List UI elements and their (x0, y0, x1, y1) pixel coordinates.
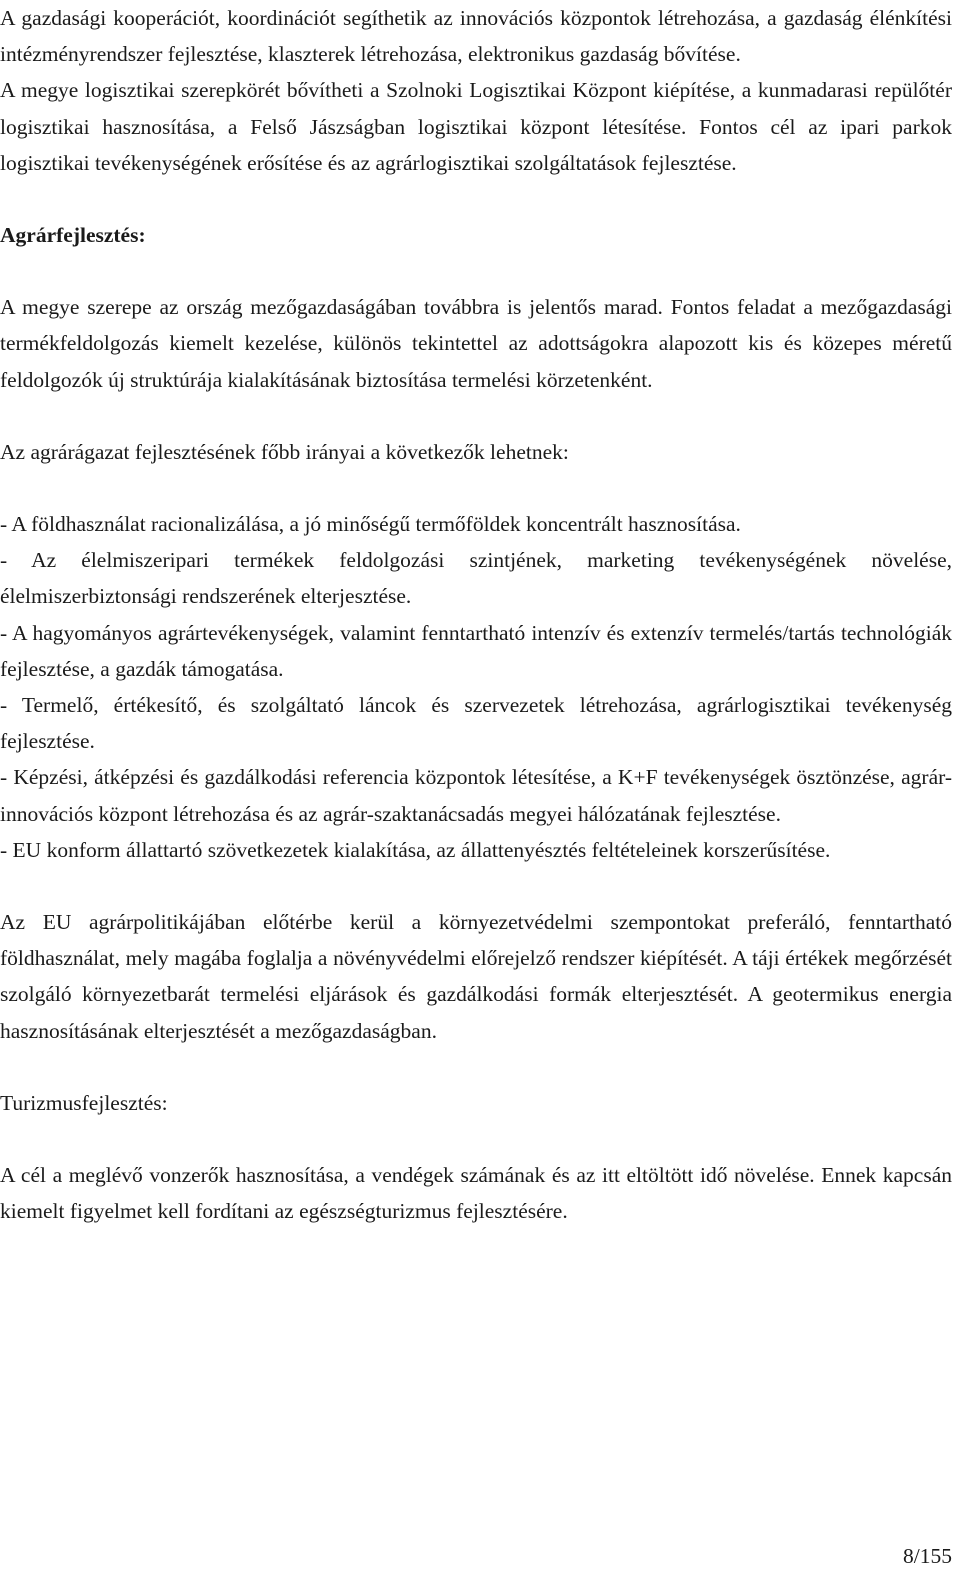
paragraph-economic-cooperation: A gazdasági kooperációt, koordinációt segíthetik az innovációs központok létrehozása, a gazdaság élénkítési intézményrendszer fejlesztése, klaszterek létrehozása, elektronikus gazdaság bővítése. (0, 6, 952, 67)
spacer (0, 253, 952, 289)
paragraph-tourism: A cél a meglévő vonzerők hasznosítása, a vendégek számának és az itt eltöltött idő növelése. Ennek kapcsán kiemelt figyelmet kell fordítani az egészségturizmus fejlesztésére. (0, 1163, 952, 1224)
spacer (0, 398, 952, 434)
spacer (0, 1121, 952, 1157)
paragraph-logistics: A megye logisztikai szerepkörét bővítheti a Szolnoki Logisztikai Központ kiépítése, a kunmadarasi repülőtér logisztikai hasznosítása, a Felső Jászságban logisztikai központ létesítése. Fontos cél az ipari parkok logisztikai tevékenységének erősítése és az agrárlogisztikai szolgáltatások fejlesztése. (0, 78, 952, 175)
spacer (0, 868, 952, 904)
heading-agrarfejlesztes: Agrárfejlesztés: (0, 223, 146, 248)
spacer (0, 470, 952, 506)
list-item: - A földhasználat racionalizálása, a jó minőségű termőföldek koncentrált hasznosítása. (0, 512, 741, 537)
list-item: - Termelő, értékesítő, és szolgáltató láncok és szervezetek létrehozása, agrárlogisztikai tevékenység fejlesztése. (0, 693, 952, 754)
heading-turizmusfejlesztes: Turizmusfejlesztés: (0, 1090, 168, 1115)
page-number: 8/155 (903, 1544, 952, 1568)
spacer (0, 1049, 952, 1085)
paragraph-county-agriculture: A megye szerepe az ország mezőgazdaságában továbbra is jelentős marad. Fontos feladat a mezőgazdasági termékfeldolgozás kiemelt kezelése, különös tekintettel az adottságokra alapozott kis és közepes méretű feldolgozók új struktúrája kialakításának biztosítása termelési körzetenként. (0, 295, 952, 392)
list-item: - Képzési, átképzési és gazdálkodási referencia központok létesítése, a K+F tevékenységek ösztönzése, agrár-innovációs központ létrehozása és az agrár-szaktanácsadás megyei hálózatának fejlesztése. (0, 765, 952, 826)
list-item: - EU konform állattartó szövetkezetek kialakítása, az állattenyésztés feltételeinek korszerűsítése. (0, 837, 831, 862)
paragraph-directions-intro: Az agrárágazat fejlesztésének főbb irányai a következők lehetnek: (0, 439, 569, 464)
spacer (0, 181, 952, 217)
paragraph-eu-agri-policy: Az EU agrárpolitikájában előtérbe kerül a környezetvédelmi szempontokat preferáló, fenntartható földhasználat, mely magába foglalja a növényvédelmi előrejelző rendszer kiépítését. A táji értékek megőrzését szolgáló környezetbarát termelési eljárások és gazdálkodási formák elterjesztését. A geotermikus energia hasznosításának elterjesztését a mezőgazdaságban. (0, 910, 952, 1043)
list-item: - A hagyományos agrártevékenységek, valamint fenntartható intenzív és extenzív termelés/tartás technológiák fejlesztése, a gazdák támogatása. (0, 620, 952, 681)
list-item: - Az élelmiszeripari termékek feldolgozási szintjének, marketing tevékenységének növelése, élelmiszerbiztonsági rendszerének elterjesztése. (0, 548, 952, 609)
